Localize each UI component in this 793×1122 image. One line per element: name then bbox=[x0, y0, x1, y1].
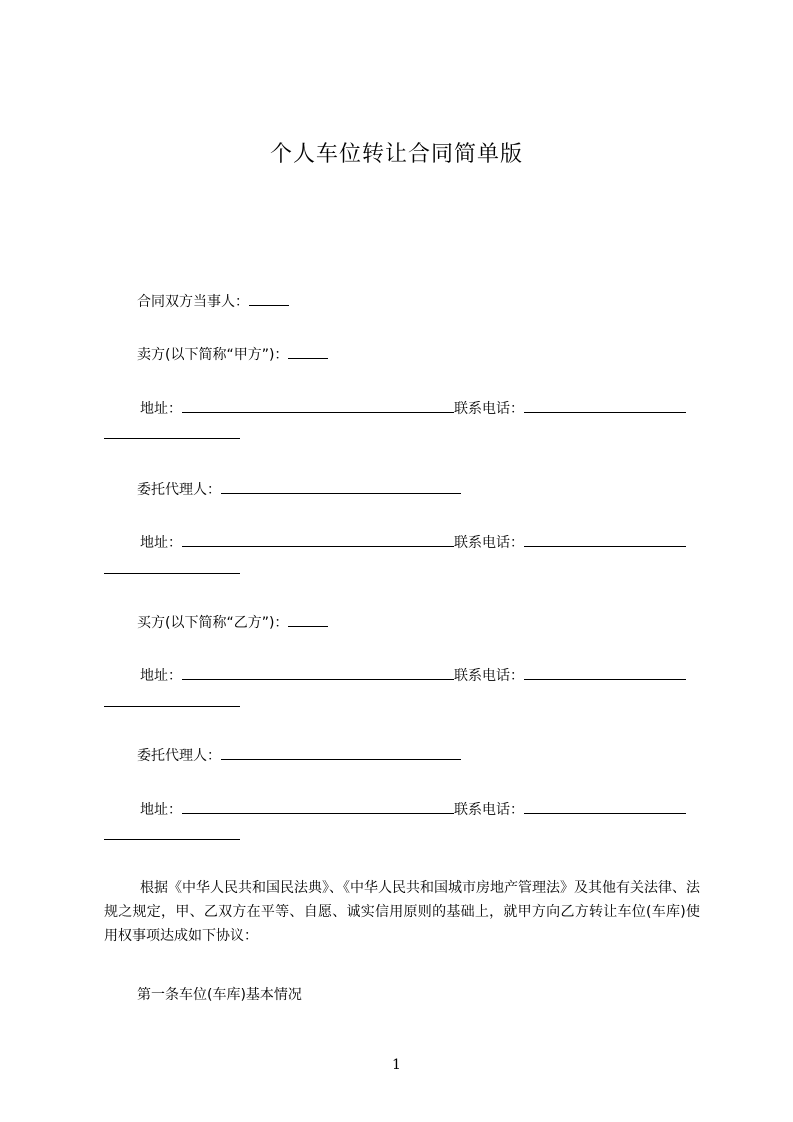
agent-label: 委托代理人： bbox=[137, 748, 221, 764]
buyer-blank bbox=[288, 612, 328, 627]
phone-label: 联系电话： bbox=[454, 802, 524, 818]
phone-label: 联系电话： bbox=[454, 668, 524, 684]
address-blank bbox=[182, 665, 454, 680]
agent-blank bbox=[221, 745, 461, 760]
address-label: 地址： bbox=[140, 535, 182, 551]
buyer-address-line bbox=[140, 665, 686, 686]
parties-blank bbox=[249, 291, 289, 306]
phone-blank bbox=[524, 665, 686, 680]
document-title: 个人车位转让合同简单版 bbox=[269, 142, 523, 167]
seller-agent-line bbox=[137, 479, 461, 500]
parties-line bbox=[137, 291, 289, 312]
seller-phone-blank-continued bbox=[104, 438, 240, 439]
seller-line bbox=[137, 344, 328, 365]
agent-label: 委托代理人： bbox=[137, 482, 221, 498]
buyer-label: 买方(以下简称“乙方”)： bbox=[137, 615, 289, 631]
address-label: 地址： bbox=[140, 802, 182, 818]
section-1-heading: 第一条车位(车库)基本情况 bbox=[137, 987, 302, 1003]
seller-agent-address-line bbox=[140, 532, 686, 553]
phone-blank bbox=[524, 532, 686, 547]
buyer-agent-line bbox=[137, 745, 461, 766]
buyer-line bbox=[137, 612, 328, 633]
page-number: 1 bbox=[392, 1057, 401, 1073]
buyer-agent-address-line bbox=[140, 799, 686, 820]
buyer-agent-phone-blank-continued bbox=[104, 839, 240, 840]
seller-agent-phone-blank-continued bbox=[104, 573, 240, 574]
agent-blank bbox=[221, 479, 461, 494]
buyer-phone-blank-continued bbox=[104, 706, 240, 707]
address-label: 地址： bbox=[140, 401, 182, 417]
seller-blank bbox=[288, 344, 328, 359]
phone-label: 联系电话： bbox=[454, 401, 524, 417]
phone-label: 联系电话： bbox=[454, 535, 524, 551]
parties-label: 合同双方当事人： bbox=[137, 294, 249, 310]
phone-blank bbox=[524, 799, 686, 814]
address-blank bbox=[182, 532, 454, 547]
address-label: 地址： bbox=[140, 668, 182, 684]
seller-label: 卖方(以下简称“甲方”)： bbox=[137, 347, 289, 363]
intro-paragraph: 根据《中华人民共和国民法典》、《中华人民共和国城市房地产管理法》及其他有关法律、法规之规定，甲、乙双方在平等、自愿、诚实信用原则的基础上，就甲方向乙方转让车位(车库)使用权事项达成如下协议： bbox=[104, 880, 700, 944]
phone-blank bbox=[524, 398, 686, 413]
address-blank bbox=[182, 398, 454, 413]
seller-address-line bbox=[140, 398, 686, 419]
address-blank bbox=[182, 799, 454, 814]
